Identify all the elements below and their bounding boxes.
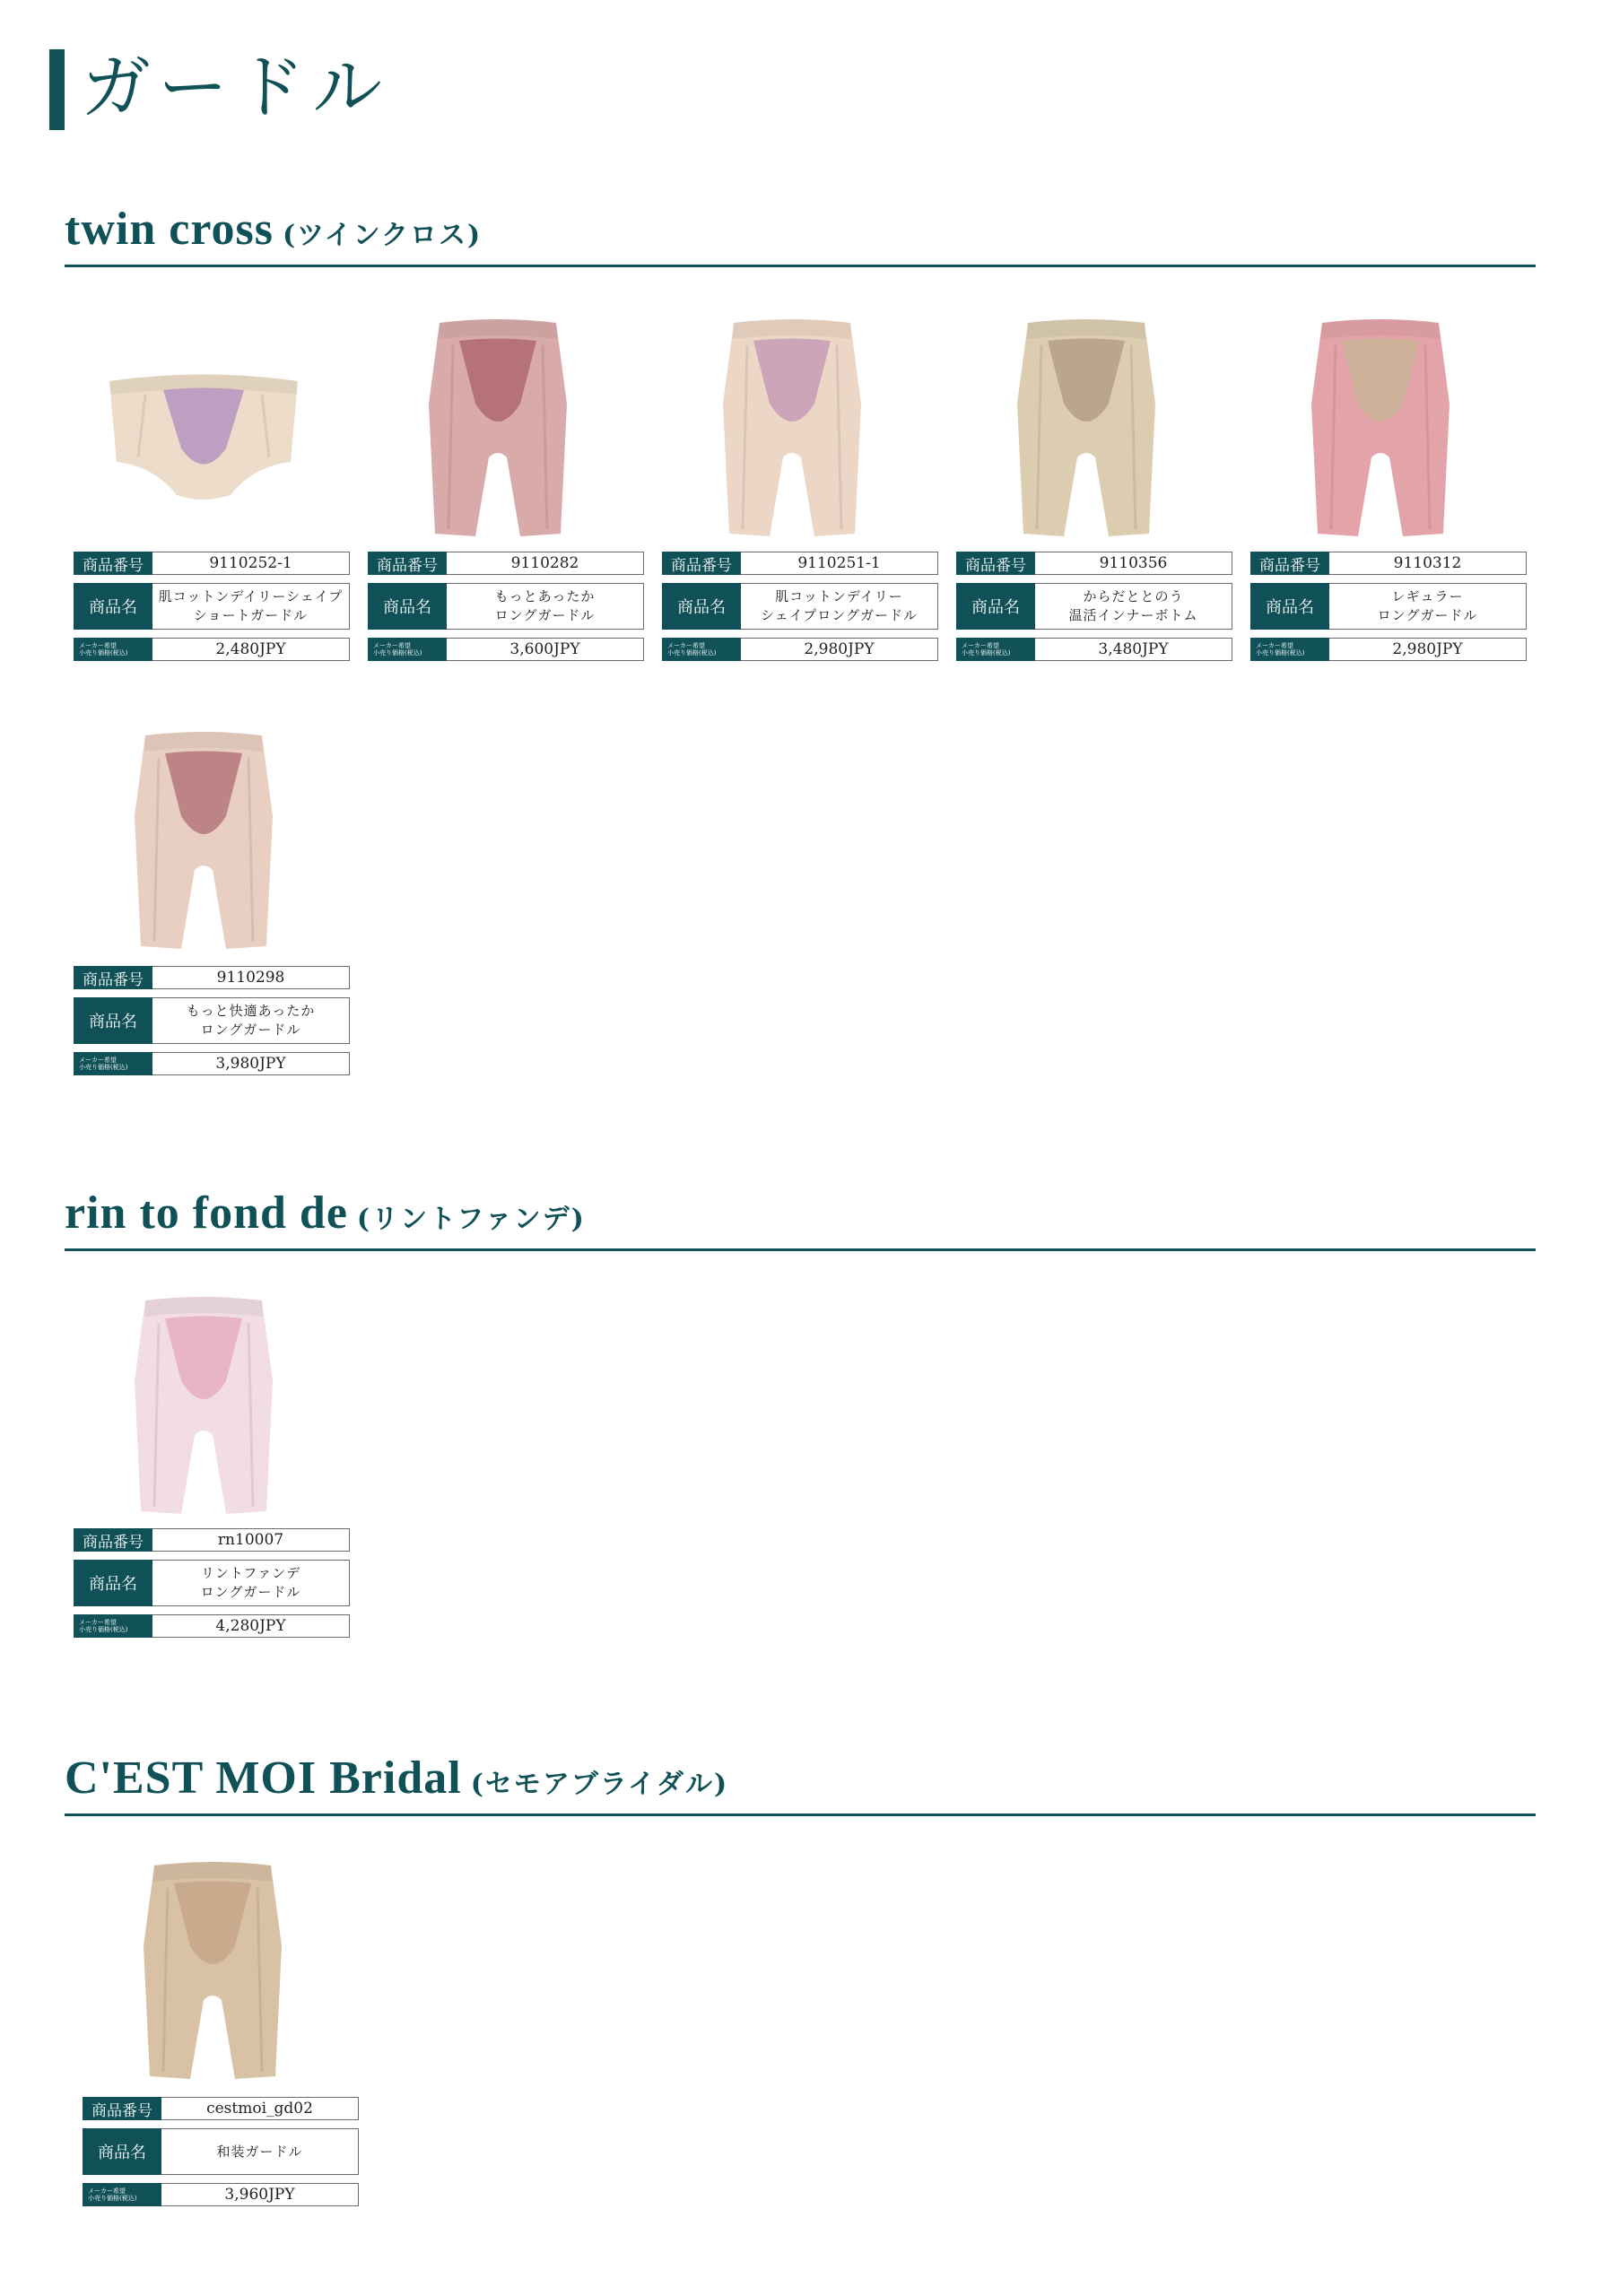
section-cest-moi-bridal: [65, 1742, 1536, 1816]
section-title: twin cross (ツインクロス): [65, 204, 483, 255]
product-name-value: からだととのう 温活インナーボトム: [1035, 583, 1232, 630]
product-number-value: 9110282: [447, 552, 644, 575]
product-price-label: メーカー希望 小売り価格(税込): [1250, 638, 1329, 661]
section-title: C'EST MOI Bridal (セモアブライダル): [65, 1752, 729, 1804]
section-subtitle: (リントファンデ): [356, 1204, 586, 1235]
product-price-value: 2,980JPY: [1329, 638, 1527, 661]
product-name-row: [74, 997, 350, 1044]
product-name-label: 商品名: [956, 583, 1035, 630]
section-twin-cross: [65, 193, 1536, 267]
product-number-label: 商品番号: [1250, 552, 1329, 575]
product-photo: [671, 305, 913, 547]
product-name-value: レギュラー ロングガードル: [1329, 583, 1527, 630]
product-number-row: [1250, 552, 1527, 575]
product-number-value: rn10007: [152, 1528, 350, 1552]
product-number-value: 9110356: [1035, 552, 1232, 575]
product-name-label: 商品名: [1250, 583, 1329, 630]
section-header: [65, 1742, 1536, 1816]
garment-image: [83, 305, 325, 547]
product-number-value: 9110251-1: [741, 552, 938, 575]
product-price-label: メーカー希望 小売り価格(税込): [956, 638, 1035, 661]
garment-image: [377, 305, 619, 547]
product-name-value: もっとあったか ロングガードル: [447, 583, 644, 630]
product-price-label: メーカー希望 小売り価格(税込): [83, 2183, 161, 2206]
page-title: ガードル: [81, 48, 390, 128]
product-number-value: 9110312: [1329, 552, 1527, 575]
product-number-label: 商品番号: [83, 2097, 161, 2120]
product-name-label: 商品名: [74, 1560, 152, 1606]
product-number-row: [83, 2097, 359, 2120]
product-number-label: 商品番号: [74, 966, 152, 989]
product-name-row: [662, 583, 938, 630]
product-name-row: [368, 583, 644, 630]
product-price-value: 3,480JPY: [1035, 638, 1232, 661]
product-number-label: 商品番号: [662, 552, 741, 575]
product-name-row: [1250, 583, 1527, 630]
product-price-value: 2,480JPY: [152, 638, 350, 661]
product-price-row: [368, 638, 644, 661]
product-photo: [965, 305, 1207, 547]
product-price-value: 3,960JPY: [161, 2183, 359, 2206]
product-name-label: 商品名: [74, 997, 152, 1044]
product-number-label: 商品番号: [74, 1528, 152, 1552]
product-photo: [83, 1283, 325, 1525]
product-price-row: [74, 1614, 350, 1638]
product-price-label: メーカー希望 小売り価格(税込): [368, 638, 447, 661]
product-number-row: [662, 552, 938, 575]
product-photo: [91, 1848, 334, 2090]
product-name-value: 肌コットンデイリーシェイプ ショートガードル: [152, 583, 350, 630]
product-number-label: 商品番号: [74, 552, 152, 575]
product-number-value: 9110252-1: [152, 552, 350, 575]
product-name-value: 肌コットンデイリー シェイプロングガードル: [741, 583, 938, 630]
product-price-label: メーカー希望 小売り価格(税込): [74, 1614, 152, 1638]
garment-image: [1259, 305, 1502, 547]
product-price-label: メーカー希望 小売り価格(税込): [74, 1052, 152, 1075]
product-name-label: 商品名: [74, 583, 152, 630]
section-header: [65, 193, 1536, 267]
product-number-row: [74, 552, 350, 575]
product-name-row: [74, 583, 350, 630]
garment-image: [83, 718, 325, 960]
title-accent-bar: [49, 49, 65, 130]
product-price-row: [662, 638, 938, 661]
product-name-label: 商品名: [368, 583, 447, 630]
product-price-value: 3,980JPY: [152, 1052, 350, 1075]
product-name-label: 商品名: [662, 583, 741, 630]
section-title: rin to fond de (リントファンデ): [65, 1187, 586, 1239]
product-photo: [1259, 305, 1502, 547]
product-photo: [83, 718, 325, 960]
product-price-value: 3,600JPY: [447, 638, 644, 661]
product-price-value: 2,980JPY: [741, 638, 938, 661]
product-name-value: 和装ガードル: [161, 2128, 359, 2175]
product-name-value: もっと快適あったか ロングガードル: [152, 997, 350, 1044]
product-photo: [83, 305, 325, 547]
garment-image: [965, 305, 1207, 547]
garment-image: [91, 1848, 334, 2090]
product-name-label: 商品名: [83, 2128, 161, 2175]
product-price-label: メーカー希望 小売り価格(税込): [74, 638, 152, 661]
product-number-label: 商品番号: [368, 552, 447, 575]
product-name-value: リントファンデ ロングガードル: [152, 1560, 350, 1606]
garment-image: [671, 305, 913, 547]
product-number-label: 商品番号: [956, 552, 1035, 575]
product-name-row: [956, 583, 1232, 630]
product-price-row: [1250, 638, 1527, 661]
product-number-value: cestmoi_gd02: [161, 2097, 359, 2120]
section-rin-to-fond-de: [65, 1177, 1536, 1251]
product-name-row: [83, 2128, 359, 2175]
product-name-row: [74, 1560, 350, 1606]
product-number-row: [74, 1528, 350, 1552]
product-price-row: [956, 638, 1232, 661]
section-header: [65, 1177, 1536, 1251]
product-number-row: [74, 966, 350, 989]
product-price-row: [74, 1052, 350, 1075]
product-number-value: 9110298: [152, 966, 350, 989]
product-price-row: [83, 2183, 359, 2206]
product-price-label: メーカー希望 小売り価格(税込): [662, 638, 741, 661]
product-price-row: [74, 638, 350, 661]
product-number-row: [368, 552, 644, 575]
product-photo: [377, 305, 619, 547]
product-number-row: [956, 552, 1232, 575]
product-price-value: 4,280JPY: [152, 1614, 350, 1638]
section-subtitle: (セモアブライダル): [470, 1769, 729, 1800]
section-subtitle: (ツインクロス): [282, 220, 483, 251]
garment-image: [83, 1283, 325, 1525]
